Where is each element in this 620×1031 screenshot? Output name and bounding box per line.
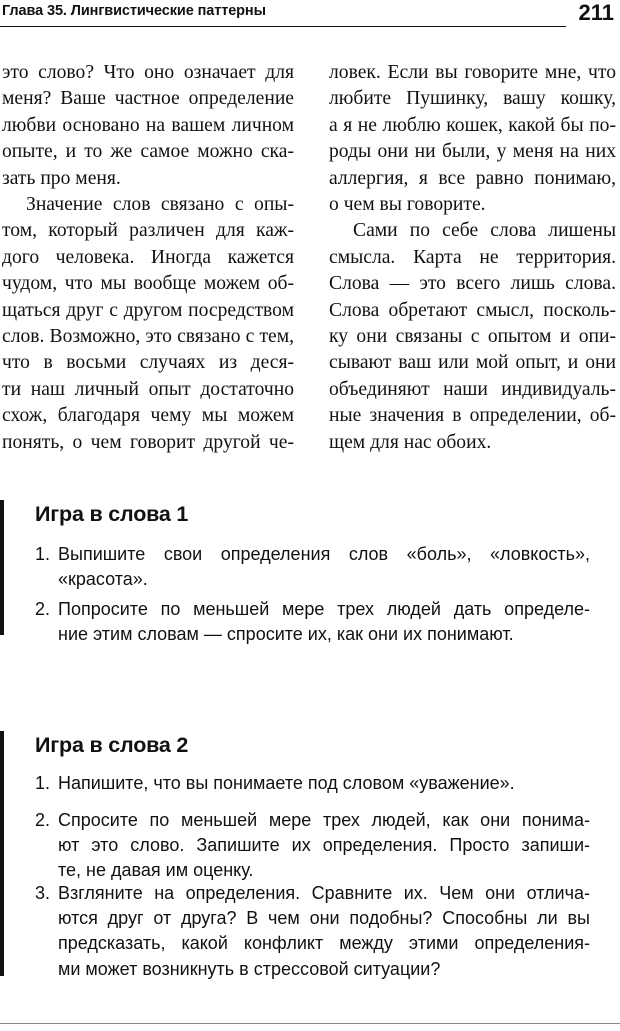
text-line: понять, о чем говорит другой че- — [2, 431, 294, 453]
text-line: зать про меня. — [2, 167, 121, 189]
item-text — [58, 542, 590, 592]
text-line: любви основано на вашем личном — [2, 114, 294, 136]
item-number: 3. — [35, 883, 51, 903]
text-line: любите Пушинку, вашу кошку, — [329, 88, 616, 110]
text-line: ловек. Если вы говорите мне, что — [329, 62, 616, 83]
exercise-box-1 — [0, 500, 600, 645]
text-line: чудом, что мы вообще можем об- — [2, 273, 294, 295]
exercise-box-2 — [0, 731, 600, 979]
text-line: что в восьми случаях из деся- — [2, 352, 294, 374]
item-line: Спросите по меньшей мере трех людей, как они понима- — [58, 810, 590, 830]
exercise-title: Игра в слова 2 — [35, 733, 189, 757]
text-line: щем для нас обоих. — [329, 431, 492, 453]
item-number: 2. — [35, 810, 51, 830]
left-column — [2, 60, 294, 456]
text-line: о чем вы говорите. — [329, 194, 486, 216]
text-line: ку они связаны с опытом и опи- — [329, 326, 616, 348]
text-line: Значение слов связано с опы- — [26, 194, 294, 216]
text-line: ти наш личный опыт достаточно — [2, 378, 294, 400]
text-line: меня? Ваше частное определение — [2, 88, 294, 110]
text-line: Слова — это всего лишь слова. — [329, 273, 616, 295]
item-text — [58, 881, 590, 982]
text-line: опыте, и то же самое можно ска- — [2, 141, 294, 163]
footer-rule — [0, 1023, 620, 1024]
item-line: Попросите по меньшей мере трех людей дать определе- — [58, 599, 590, 619]
item-number: 1. — [35, 544, 51, 564]
exercise-title: Игра в слова 1 — [35, 502, 189, 526]
text-line: Сами по себе слова лишены — [353, 220, 616, 242]
exercise-side-bar — [0, 500, 4, 635]
text-line: дого человека. Иногда кажется — [2, 246, 294, 268]
header-rule — [0, 26, 566, 27]
text-line: а я не люблю кошек, какой бы по- — [329, 114, 616, 136]
text-line: слов. Возможно, это связано с тем, — [2, 326, 294, 348]
page-number: 211 — [578, 0, 614, 25]
item-line: ются друг от друга? В чем они подобны? Способны ли вы — [58, 908, 590, 929]
item-text — [58, 771, 590, 796]
item-line: ми может возникнуть в стрессовой ситуации? — [58, 958, 441, 979]
page-header — [0, 0, 620, 34]
text-line: роды они ни были, у меня на них — [329, 141, 616, 163]
item-line: Взгляните на определения. Сравните их. Чем они отлича- — [58, 883, 590, 903]
text-line: смысла. Карта не территория. — [329, 246, 616, 268]
item-line: ние этим словам — спросите их, как они их понимают. — [58, 624, 514, 645]
text-line: сывают ваш или мой опыт, и они — [329, 352, 616, 374]
item-line: «красота». — [58, 569, 148, 590]
item-text — [58, 597, 590, 647]
text-line: том, который различен для каж- — [2, 220, 294, 242]
item-text — [58, 808, 590, 884]
text-line: Слова обретают смысл, посколь- — [329, 299, 616, 321]
item-line: Напишите, что вы понимаете под словом «уважение». — [58, 773, 515, 793]
text-line: ные значения в определении, об- — [329, 405, 616, 427]
text-line: щаться друг с другом посредством — [2, 299, 294, 321]
right-column — [329, 60, 616, 456]
item-line: те, не давая им оценку. — [58, 860, 254, 881]
item-line: Выпишите свои определения слов «боль», «ловкость», — [58, 544, 590, 564]
chapter-title: Глава 35. Лингвистические паттерны — [2, 3, 266, 19]
exercise-side-bar — [0, 731, 4, 976]
item-line: ют это слово. Запишите их определения. Просто запиши- — [58, 835, 590, 856]
text-line: схож, благодаря чему мы можем — [2, 405, 294, 427]
item-number: 1. — [35, 773, 51, 793]
item-line: предсказать, какой конфликт между этими определения- — [58, 933, 590, 954]
text-line: объединяют наши индивидуаль- — [329, 378, 616, 400]
text-line: это слово? Что оно означает для — [2, 62, 294, 83]
text-line: аллергия, я все равно понимаю, — [329, 167, 616, 189]
item-number: 2. — [35, 599, 51, 619]
